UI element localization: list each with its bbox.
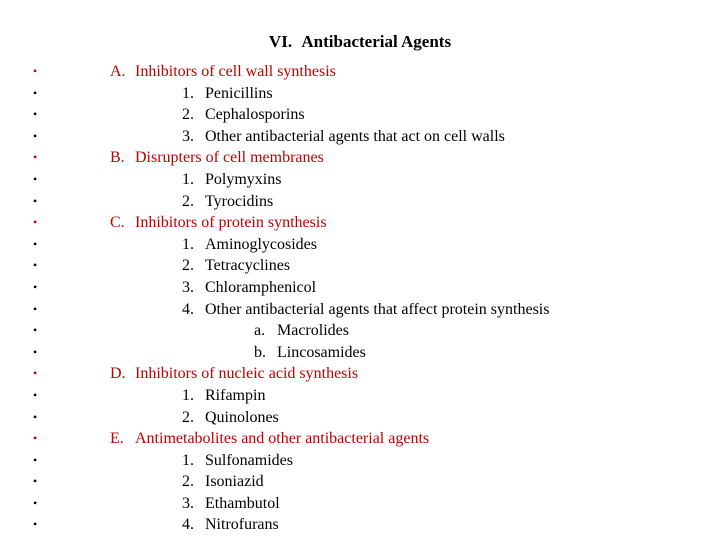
outline-marker: 2. <box>182 408 194 426</box>
outline-marker: 4. <box>182 300 194 318</box>
outline-item <box>0 514 720 536</box>
outline-item <box>0 126 720 148</box>
outline-text: Sulfonamides <box>205 451 293 469</box>
outline-text: Inhibitors of protein synthesis <box>135 214 327 232</box>
bullet-icon: • <box>33 64 38 78</box>
outline-item <box>0 471 720 493</box>
outline-marker: B. <box>110 149 125 167</box>
outline-marker: 3. <box>182 494 194 512</box>
outline-marker: A. <box>110 63 126 80</box>
outline-marker: 1. <box>182 170 194 188</box>
page-title <box>0 32 720 52</box>
outline-item <box>0 191 720 213</box>
outline-heading <box>0 363 720 385</box>
bullet-icon: • <box>33 474 38 489</box>
section-numeral: VI. <box>268 32 293 51</box>
outline-text: Inhibitors of cell wall synthesis <box>135 63 336 80</box>
outline-marker: 2. <box>182 257 194 275</box>
bullet-icon: • <box>33 344 38 359</box>
outline-marker: D. <box>110 365 126 383</box>
outline-text: Quinolones <box>205 408 279 426</box>
outline-text: Penicillins <box>205 84 273 102</box>
outline-item <box>0 407 720 429</box>
bullet-icon: • <box>33 431 38 446</box>
outline-text: Polymyxins <box>205 170 282 188</box>
outline-marker: 3. <box>182 127 194 145</box>
outline-marker: 4. <box>182 516 194 534</box>
outline-heading <box>0 61 720 83</box>
bullet-icon: • <box>33 150 38 165</box>
outline-text: Nitrofurans <box>205 516 279 534</box>
outline-text: Lincosamides <box>277 343 366 361</box>
bullet-icon: • <box>33 452 38 467</box>
outline-list <box>0 61 720 536</box>
outline-marker: b. <box>254 343 266 361</box>
bullet-icon: • <box>33 279 38 294</box>
outline-text: Tetracyclines <box>205 257 291 275</box>
bullet-icon: • <box>33 193 38 208</box>
outline-marker: 1. <box>182 235 194 253</box>
outline-marker: a. <box>254 322 266 340</box>
bullet-icon: • <box>33 517 38 532</box>
outline-item <box>0 104 720 126</box>
bullet-icon: • <box>33 495 38 510</box>
bullet-icon: • <box>33 107 38 122</box>
outline-text: Inhibitors of nucleic acid synthesis <box>135 365 359 383</box>
outline-item <box>0 450 720 472</box>
outline-marker: 2. <box>182 106 194 124</box>
outline-text: Other antibacterial agents that affect protein synthesis <box>205 300 550 318</box>
bullet-icon: • <box>33 236 38 251</box>
bullet-icon: • <box>33 366 38 381</box>
outline-text: Aminoglycosides <box>205 235 317 253</box>
outline-item <box>0 255 720 277</box>
outline-text: Disrupters of cell membranes <box>135 149 324 167</box>
outline-text: Other antibacterial agents that act on cell walls <box>205 127 505 145</box>
outline-text: Ethambutol <box>205 494 280 512</box>
bullet-icon: • <box>33 323 38 338</box>
bullet-icon: • <box>33 258 38 273</box>
outline-marker: 1. <box>182 84 194 102</box>
outline-marker: C. <box>110 214 125 232</box>
outline-text: Isoniazid <box>205 473 264 491</box>
outline-item <box>0 277 720 299</box>
outline-marker: 1. <box>182 386 194 404</box>
outline-marker: 3. <box>182 278 194 296</box>
outline-heading <box>0 212 720 234</box>
bullet-icon: • <box>33 171 38 186</box>
outline-item <box>0 169 720 191</box>
bullet-icon: • <box>33 409 38 424</box>
outline-text: Macrolides <box>277 322 349 340</box>
outline-text: Tyrocidins <box>205 192 274 210</box>
bullet-icon: • <box>33 301 38 316</box>
outline-heading <box>0 428 720 450</box>
outline-marker: 2. <box>182 192 194 210</box>
outline-subitem <box>0 320 720 342</box>
outline-item <box>0 493 720 515</box>
outline-item <box>0 83 720 105</box>
bullet-icon: • <box>33 128 38 143</box>
bullet-icon: • <box>33 85 38 100</box>
outline-marker: E. <box>110 430 124 448</box>
outline-text: Antimetabolites and other antibacterial agents <box>135 430 430 448</box>
outline-subitem <box>0 342 720 364</box>
outline-text: Cephalosporins <box>205 106 305 124</box>
outline-item <box>0 385 720 407</box>
bullet-icon: • <box>33 215 38 230</box>
outline-heading <box>0 147 720 169</box>
outline-item <box>0 299 720 321</box>
outline-text: Rifampin <box>205 386 266 404</box>
bullet-icon: • <box>33 387 38 402</box>
outline-marker: 2. <box>182 473 194 491</box>
outline-text: Chloramphenicol <box>205 278 317 296</box>
outline-item <box>0 234 720 256</box>
section-title-text: Antibacterial Agents <box>301 32 452 51</box>
outline-marker: 1. <box>182 451 194 469</box>
